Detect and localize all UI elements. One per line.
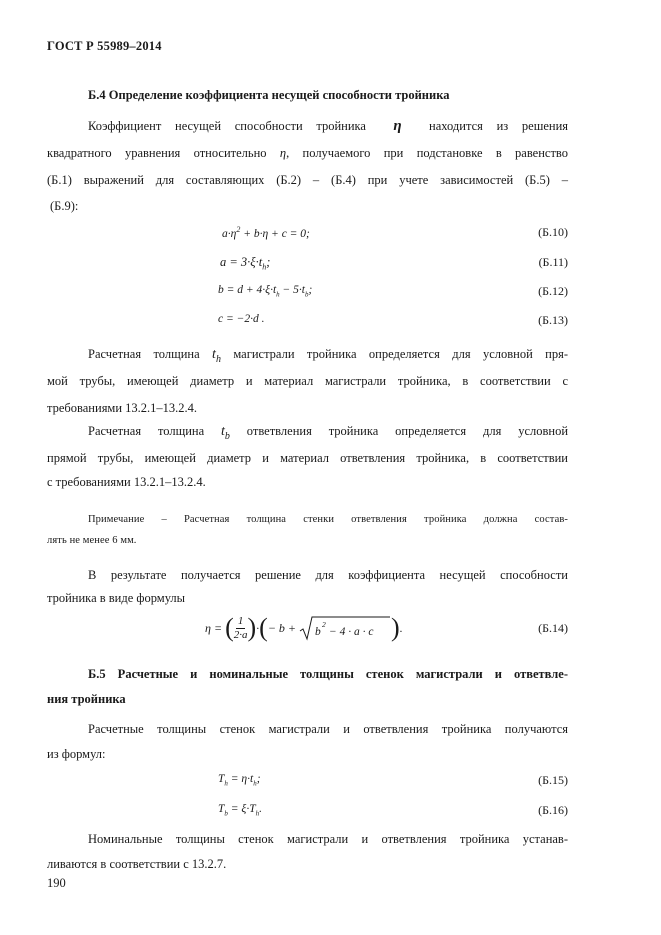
svg-text:− 4 · a · c: − 4 · a · c bbox=[329, 626, 374, 638]
section-title-b5-line2: ния тройника bbox=[47, 692, 126, 706]
equation-number-b12: (Б.12) bbox=[538, 284, 568, 298]
para1-line3: (Б.1) выражений для составляющих (Б.2) – (Б.4) при учете зависимостей (Б.5) – bbox=[47, 173, 568, 187]
equation-b15: $T_h = \eta\cdot t_h$; bbox=[218, 773, 261, 788]
equation-number-b11: (Б.11) bbox=[538, 255, 568, 269]
section-title-b5-line1: Б.5 Расчетные и номинальные толщины стенок магистрали и ответвле- bbox=[88, 667, 568, 681]
para1-line2: квадратного уравнения относительно η, получаемого при подстановке в равенство bbox=[47, 146, 568, 160]
para4-line1: В результате получается решение для коэффициента несущей способности bbox=[88, 568, 568, 582]
eta-symbol: η bbox=[393, 118, 402, 134]
para2-line1: Расчетная толщина $t_h$ магистрали тройника определяется для условной пря- bbox=[88, 347, 569, 365]
para5-line1: Расчетные толщины стенок магистрали и ответвления тройника получаются bbox=[88, 722, 568, 736]
para1-line4: (Б.9): bbox=[50, 199, 79, 213]
page-number: 190 bbox=[47, 876, 66, 890]
sqrt-symbol bbox=[299, 614, 391, 642]
equation-number-b10: (Б.10) bbox=[538, 225, 568, 239]
th-symbol: $t_h$ bbox=[212, 347, 221, 365]
para2-line3: требованиями 13.2.1–13.2.4. bbox=[47, 401, 198, 415]
para6-line1: Номинальные толщины стенок магистрали и ответвления тройника устанав- bbox=[88, 832, 568, 846]
para6-line2: ливаются в соответствии с 13.2.7. bbox=[47, 857, 227, 871]
equation-number-b14: (Б.14) bbox=[538, 621, 568, 635]
equation-number-b16: (Б.16) bbox=[538, 803, 568, 817]
para3-line3: с требованиями 13.2.1–13.2.4. bbox=[47, 475, 206, 489]
equation-b13: c = −2·d . bbox=[218, 313, 265, 325]
para4-line2: тройника в виде формулы bbox=[47, 591, 186, 605]
section-title-b4: Б.4 Определение коэффициента несущей способности тройника bbox=[88, 88, 450, 102]
note-line1: Примечание – Расчетная толщина стенки ответвления тройника должна состав- bbox=[88, 514, 568, 525]
note-line2: лять не менее 6 мм. bbox=[47, 535, 137, 546]
svg-text:2: 2 bbox=[322, 620, 326, 629]
equation-b10: $a\cdot\eta^2 + b\cdot\eta + c = 0$; bbox=[222, 225, 310, 240]
para1-line1: Коэффициент несущей способности тройника η находится из решения bbox=[88, 118, 569, 134]
para2-line2: мой трубы, имеющей диаметр и материал магистрали тройника, в соответствии с bbox=[47, 374, 568, 388]
para5-line2: из формул: bbox=[47, 747, 106, 761]
para3-line1: Расчетная толщина $t_b$ ответвления тройника определяется для условной bbox=[88, 424, 569, 442]
tb-symbol: $t_b$ bbox=[221, 424, 230, 442]
equation-b16: $T_b = \xi\cdot T_h$. bbox=[218, 803, 262, 818]
para3-line2: прямой трубы, имеющей диаметр и материал ответвления тройника, в соответствии bbox=[47, 451, 568, 465]
doc-header: ГОСТ Р 55989–2014 bbox=[47, 39, 162, 53]
svg-text:b: b bbox=[315, 626, 321, 638]
equation-b11: $a = 3\cdot\xi\cdot t_h$; bbox=[220, 255, 271, 272]
equation-b14: η = ( $\frac{1}{2\cdot a}$ ) · ( − b + b 2 − 4 · a · c ) . bbox=[205, 613, 403, 642]
equation-number-b15: (Б.15) bbox=[538, 773, 568, 787]
equation-number-b13: (Б.13) bbox=[538, 313, 568, 327]
equation-b12: $b = d + 4\cdot\xi\cdot t_h - 5\cdot t_b$; bbox=[218, 284, 313, 299]
